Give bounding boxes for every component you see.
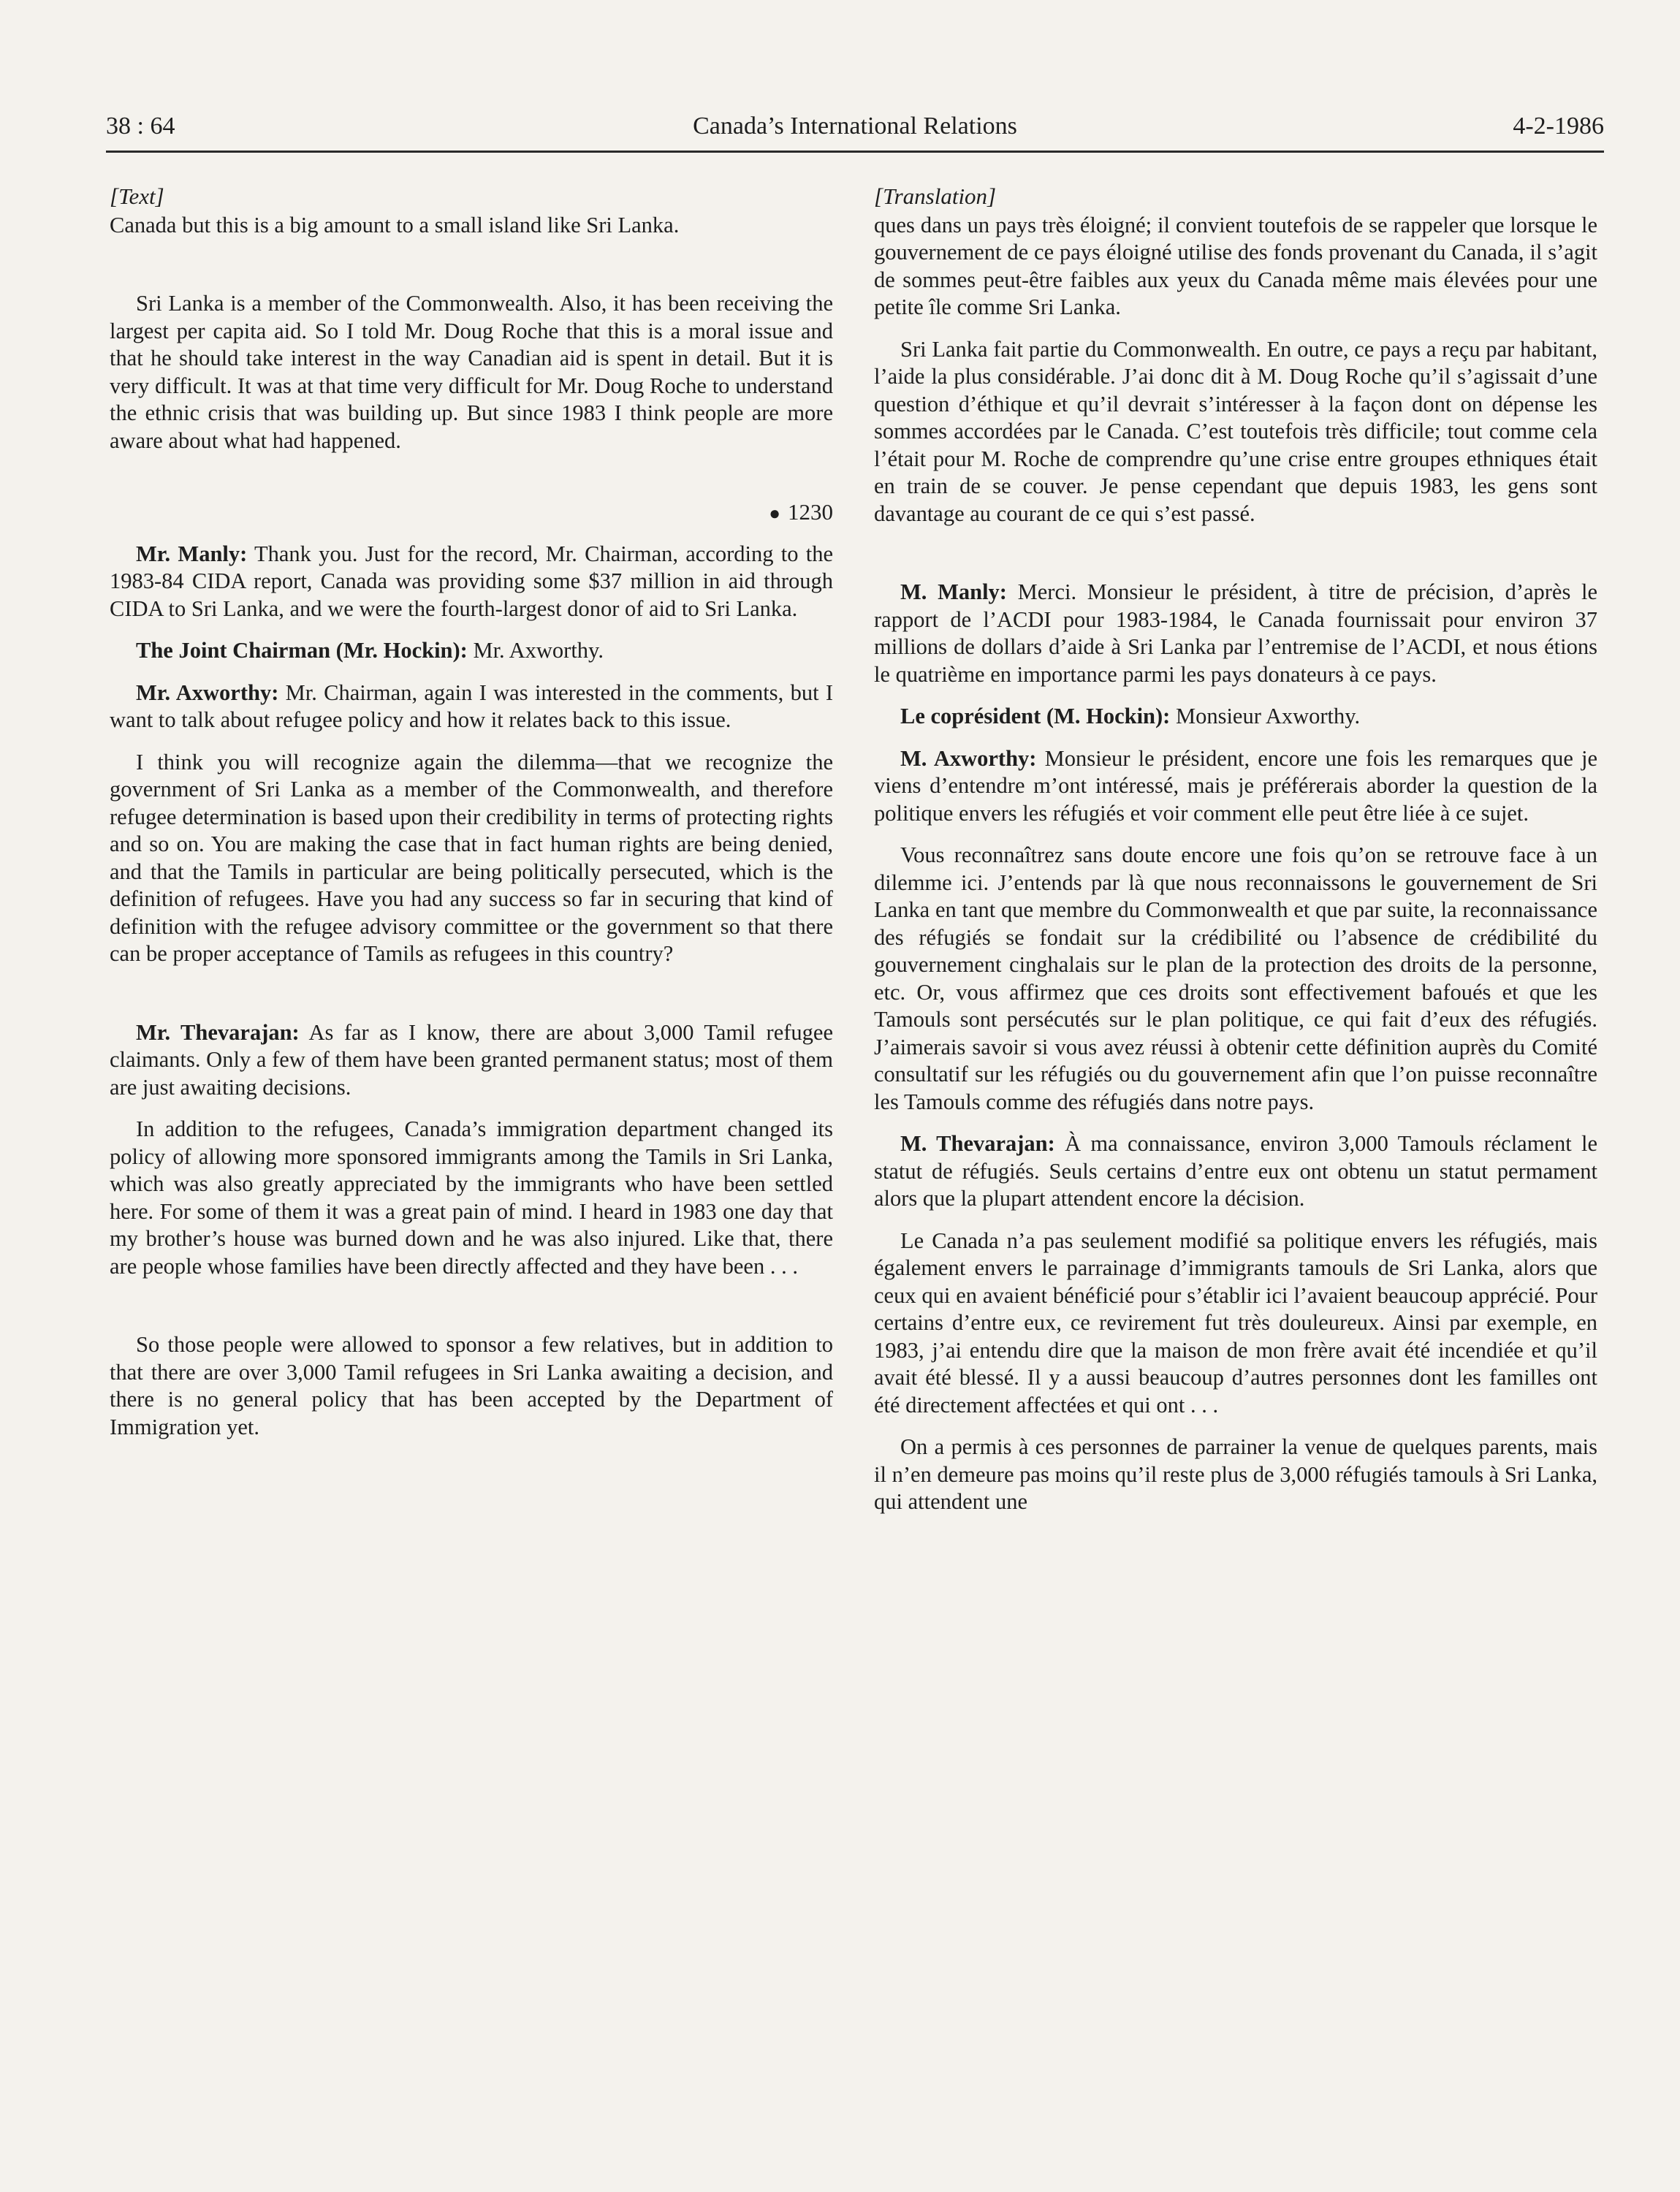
french-column — [874, 183, 1597, 1516]
speaker-name: M. Manly: — [900, 579, 1007, 604]
speaker-paragraph — [874, 1130, 1597, 1213]
paragraph: ques dans un pays très éloigné; il convient toutefois de se rappeler que lorsque le gouvernement de ce pays éloigné utilise des fonds provenant du Canada, il s’agit de sommes peut-être faibles aux yeux du Canada même mais élevées pour une petite île comme Sri Lanka. — [874, 212, 1597, 319]
speech-text: Monsieur Axworthy. — [1170, 704, 1361, 728]
paragraph: Vous reconnaîtrez sans doute encore une fois qu’on se retrouve face à un dilemme ici. J’entends par là que nous reconnaissons le gouvernement de Sri Lanka en tant que membre du Commonwealth et que par suite, la reconnaissance des réfugiés se fondait sur la crédibilité ou l’absence de crédibilité du gouvernement cinghalais sur le plan de la protection des droits de la personne, etc. Or, vous affirmez que ces droits sont effectivement bafoués et que les Tamouls sont persécutés sur le plan politique, ce qui fait d’eux des réfugiés. J’aimerais savoir si vous avez réussi à obtenir cette définition auprès du Comité consultatif sur les réfugiés ou du gouvernement afin que l’on puisse reconnaître les Tamouls comme des réfugiés dans notre pays. — [874, 842, 1597, 1114]
page-header — [106, 110, 1604, 153]
paragraph: I think you will recognize again the dilemma—that we recognize the government of Sri Lanka as a member of the Commonwealth, and therefore refugee determination is based upon their credibility in terms of protecting rights and so on. You are making the case that in fact human rights are being denied, and that the Tamils in particular are being politically persecuted, which is the definition of refugees. Have you had any success so far in securing that kind of definition with the refugee advisory committee or the government so that there can be proper acceptance of Tamils as refugees in this country? — [110, 749, 833, 966]
speech-text: Merci. Monsieur le président, à titre de précision, d’après le rapport de l’ACDI pour 1983-1984, le Canada fournissait pour environ 37 millions de dollars d’aide à Sri Lanka par l’entremise de l’ACDI, et nous étions le quatrième en importance parmi les pays donateurs à ce pays. — [874, 579, 1597, 687]
timestamp-value: 1230 — [788, 499, 833, 525]
speaker-name: Mr. Axworthy: — [136, 680, 279, 705]
speaker-paragraph — [874, 745, 1597, 828]
bullet-icon: ● — [769, 503, 780, 524]
paragraph: Le Canada n’a pas seulement modifié sa politique envers les réfugiés, mais également envers le parrainage d’immigrants tamouls de Sri Lanka, alors que ceux qui en avaient bénéficié pour s’établir ici l’avaient beaucoup apprécié. Pour certains d’entre eux, ce revirement fut très douleureux. Ainsi par exemple, en 1983, j’ai entendu dire que la maison de mon frère avait été incendiée et qu’il avait été blessé. Il y a aussi beaucoup d’autres personnes dont les familles ont été directement affectées et qui ont . . . — [874, 1228, 1597, 1417]
speaker-paragraph — [110, 637, 833, 665]
speech-text: À ma connaissance, environ 3,000 Tamouls réclament le statut de réfugiés. Seuls certains d’entre eux ont obtenu un statut permament alors que la plupart attendent encore la décision. — [874, 1131, 1597, 1211]
speaker-paragraph — [874, 579, 1597, 688]
timestamp — [110, 498, 833, 528]
paragraph: So those people were allowed to sponsor a few relatives, but in addition to that there are over 3,000 Tamil refugees in Sri Lanka awaiting a decision, and there is no general policy that has been accepted by the Department of Immigration yet. — [110, 1332, 833, 1439]
paragraph: On a permis à ces personnes de parrainer la venue de quelques parents, mais il n’en demeure pas moins qu’il reste plus de 3,000 réfugiés tamouls à Sri Lanka, qui attendent une — [874, 1434, 1597, 1514]
column-label: [Text] — [110, 183, 164, 209]
speaker-paragraph — [110, 541, 833, 623]
speaker-paragraph — [874, 703, 1597, 731]
publication-title: Canada’s International Relations — [693, 113, 1017, 140]
speaker-name: Mr. Thevarajan: — [136, 1019, 300, 1045]
speaker-name: M. Axworthy: — [900, 745, 1037, 771]
speaker-paragraph — [110, 680, 833, 734]
speech-text: Mr. Axworthy. — [467, 638, 604, 663]
column-label: [Translation] — [874, 183, 997, 209]
page-reference: 38 : 64 — [106, 113, 175, 140]
speech-text: Mr. Chairman, again I was interested in the comments, but I want to talk about refugee policy and how it relates back to this issue. — [110, 680, 833, 732]
paragraph: Canada but this is a big amount to a small island like Sri Lanka. — [110, 212, 680, 237]
speaker-name: M. Thevarajan: — [900, 1131, 1055, 1156]
speaker-paragraph — [110, 1019, 833, 1102]
speaker-name: The Joint Chairman (Mr. Hockin): — [136, 638, 468, 663]
speech-text: Monsieur le président, encore une fois les remarques que je viens d’entendre m’ont intéressé, mais je préférerais aborder la question de la politique envers les réfugiés et voir comment elle peut être liée à ce sujet. — [874, 745, 1597, 826]
speech-text: Thank you. Just for the record, Mr. Chairman, according to the 1983-84 CIDA report, Canada was providing some $37 million in aid through CIDA to Sri Lanka, and we were the fourth-largest donor of aid to Sri Lanka. — [110, 541, 834, 621]
paragraph: Sri Lanka fait partie du Commonwealth. En outre, ce pays a reçu par habitant, l’aide la plus considérable. J’ai donc dit à M. Doug Roche qu’il s’agissait d’une question d’éthique et qu’il devrait s’intéresser à la façon dont on dépense les sommes accordées par le Canada. C’est toutefois très difficile; tout comme cela l’était pour M. Roche de comprendre qu’une crise entre groupes ethniques était en train de se couver. Je pense cependant que depuis 1983, les gens sont davantage au courant de ce qui s’est passé. — [874, 336, 1597, 526]
english-column — [110, 183, 833, 1441]
paragraph: Sri Lanka is a member of the Commonwealth. Also, it has been receiving the largest per capita aid. So I told Mr. Doug Roche that this is a moral issue and that he should take interest in the way Canadian aid is spent in detail. But it is very difficult. It was at that time very difficult for Mr. Doug Roche to understand the ethnic crisis that was building up. But since 1983 I think people are more aware about what had happened. — [110, 291, 833, 453]
paragraph: In addition to the refugees, Canada’s immigration department changed its policy of allowing more sponsored immigrants among the Tamils in Sri Lanka, which was also greatly appreciated by the immigrants who have been settled here. For some of them it was a great pain of mind. I heard in 1983 one day that my brother’s house was burned down and he was also injured. Like that, there are people whose families have been directly affected and they have been . . . — [110, 1116, 833, 1279]
speaker-name: Mr. Manly: — [136, 541, 248, 566]
header-date: 4-2-1986 — [1513, 113, 1604, 140]
speaker-name: Le coprésident (M. Hockin): — [900, 704, 1171, 728]
speech-text: As far as I know, there are about 3,000 Tamil refugee claimants. Only a few of them have been granted permanent status; most of them are just awaiting decisions. — [110, 1019, 833, 1100]
